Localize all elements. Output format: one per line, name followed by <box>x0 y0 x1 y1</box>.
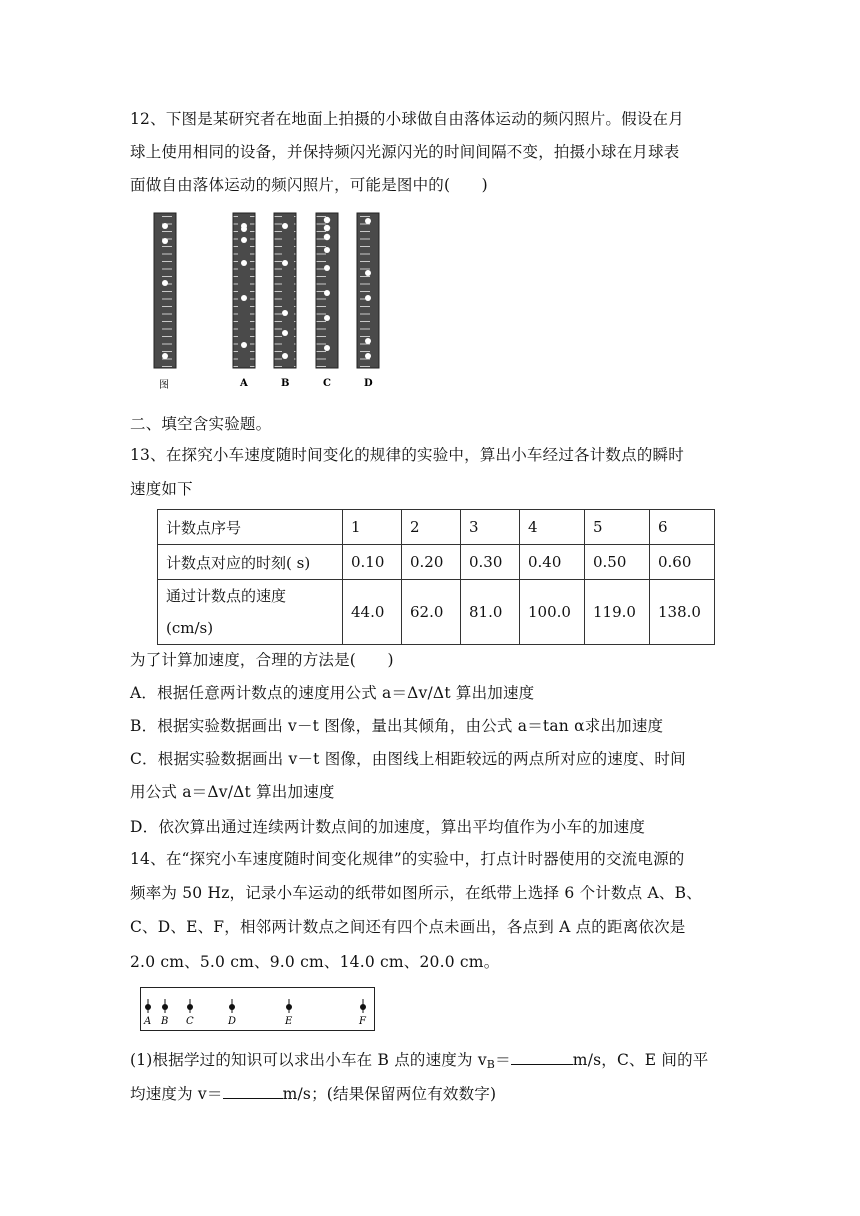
table-cell: 4 <box>520 510 585 545</box>
table-cell: 1 <box>343 510 402 545</box>
strip-a <box>233 213 255 368</box>
tape-label-f: F <box>358 1015 366 1027</box>
q14-sub1-text-3: 均速度为 v＝ <box>130 1085 223 1103</box>
q14-sub1-text-4: m/s；(结果保留两位有效数字) <box>282 1085 497 1103</box>
table-cell: 计数点序号 <box>158 510 343 545</box>
answer-blank-vce[interactable] <box>223 1084 283 1099</box>
q14-line-1: 14、在“探究小车速度随时间变化规律”的实验中，打点计时器使用的交流电源的 <box>130 850 685 868</box>
q14-sub1-line-2 <box>130 1082 496 1104</box>
tape-point-c <box>187 999 193 1013</box>
fig-label-a: A <box>240 378 248 389</box>
fig-label-b: B <box>281 378 290 389</box>
q13-prompt: 为了计算加速度，合理的方法是( ) <box>130 651 394 669</box>
q14-sub1-text: (1)根据学过的知识可以求出小车在 B 点的速度为 v <box>130 1051 487 1069</box>
table-cell: 0.10 <box>343 545 402 580</box>
q14-line-4: 2.0 cm、5.0 cm、9.0 cm、14.0 cm、20.0 cm。 <box>130 953 500 971</box>
strip-d <box>357 213 379 368</box>
table-cell: 0.60 <box>650 545 715 580</box>
q13-option-c-line-1: C．根据实验数据画出 v－t 图像，由图线上相距较远的两点所对应的速度、时间 <box>130 750 686 768</box>
table-cell-line: (cm/s) <box>166 619 214 637</box>
table-cell: 0.20 <box>402 545 461 580</box>
q14-line-2: 频率为 50 Hz，记录小车运动的纸带如图所示，在纸带上选择 6 个计数点 A、B、 <box>130 884 702 902</box>
strobe-photo-figure <box>145 208 395 398</box>
q13-option-d: D．依次算出通过连续两计数点间的加速度，算出平均值作为小车的加速度 <box>130 818 646 836</box>
q13-option-b: B．根据实验数据画出 v－t 图像，量出其倾角，由公式 a＝tan α求出加速度 <box>130 717 664 735</box>
section-heading: 二、填空含实验题。 <box>130 415 272 433</box>
velocity-table <box>157 509 715 645</box>
q14-subscript-b: B <box>486 1058 496 1071</box>
q13-line-2: 速度如下 <box>130 480 193 498</box>
table-cell-line: 通过计数点的速度 <box>166 587 287 605</box>
q14-equals: ＝ <box>495 1051 511 1069</box>
table-cell: 0.40 <box>520 545 585 580</box>
table-cell: 44.0 <box>343 580 402 645</box>
paper-tape-figure <box>140 987 375 1031</box>
answer-blank-vb[interactable] <box>511 1050 573 1065</box>
fig-label-d: D <box>364 378 373 389</box>
table-row <box>158 545 715 580</box>
q14-sub1-line-1 <box>130 1048 708 1071</box>
tape-label-e: E <box>284 1015 292 1027</box>
q13-line-1: 13、在探究小车速度随时间变化的规律的实验中，算出小车经过各计数点的瞬时 <box>130 446 684 464</box>
tape-label-a: A <box>143 1015 151 1027</box>
q14-sub1-text-2: m/s，C、E 间的平 <box>572 1051 709 1069</box>
table-cell <box>158 580 343 645</box>
table-cell: 计数点对应的时刻( s) <box>158 545 343 580</box>
table-row <box>158 580 715 645</box>
q12-line-2: 球上使用相同的设备，并保持频闪光源闪光的时间间隔不变，拍摄小球在月球表 <box>130 143 680 161</box>
strip-reference <box>154 213 176 368</box>
table-cell: 62.0 <box>402 580 461 645</box>
tape-point-b <box>162 999 168 1013</box>
tape-point-a <box>145 999 151 1013</box>
strip-b <box>274 213 296 368</box>
table-cell: 138.0 <box>650 580 715 645</box>
table-cell: 2 <box>402 510 461 545</box>
table-cell: 0.30 <box>461 545 520 580</box>
table-cell: 3 <box>461 510 520 545</box>
q12-line-1: 12、下图是某研究者在地面上拍摄的小球做自由落体运动的频闪照片。假设在月 <box>130 110 684 128</box>
fig-label-c: C <box>323 378 331 389</box>
table-cell: 81.0 <box>461 580 520 645</box>
q13-option-a: A．根据任意两计数点的速度用公式 a＝Δv/Δt 算出加速度 <box>130 684 535 702</box>
q12-line-3: 面做自由落体运动的频闪照片，可能是图中的( ) <box>130 176 488 194</box>
strip-c <box>316 213 338 368</box>
tape-point-e <box>286 999 292 1013</box>
tape-point-f <box>360 999 366 1013</box>
q14-line-3: C、D、E、F，相邻两计数点之间还有四个点未画出，各点到 A 点的距离依次是 <box>130 918 686 936</box>
tape-label-b: B <box>160 1015 168 1027</box>
table-row <box>158 510 715 545</box>
table-cell: 0.50 <box>585 545 650 580</box>
tape-point-d <box>229 999 235 1013</box>
tape-label-c: C <box>185 1015 194 1027</box>
fig-label-ref: 图 <box>159 380 169 391</box>
table-cell: 100.0 <box>520 580 585 645</box>
table-cell: 5 <box>585 510 650 545</box>
q13-option-c-line-2: 用公式 a＝Δv/Δt 算出加速度 <box>130 783 335 801</box>
table-cell: 119.0 <box>585 580 650 645</box>
table-cell: 6 <box>650 510 715 545</box>
tape-label-d: D <box>227 1015 236 1027</box>
